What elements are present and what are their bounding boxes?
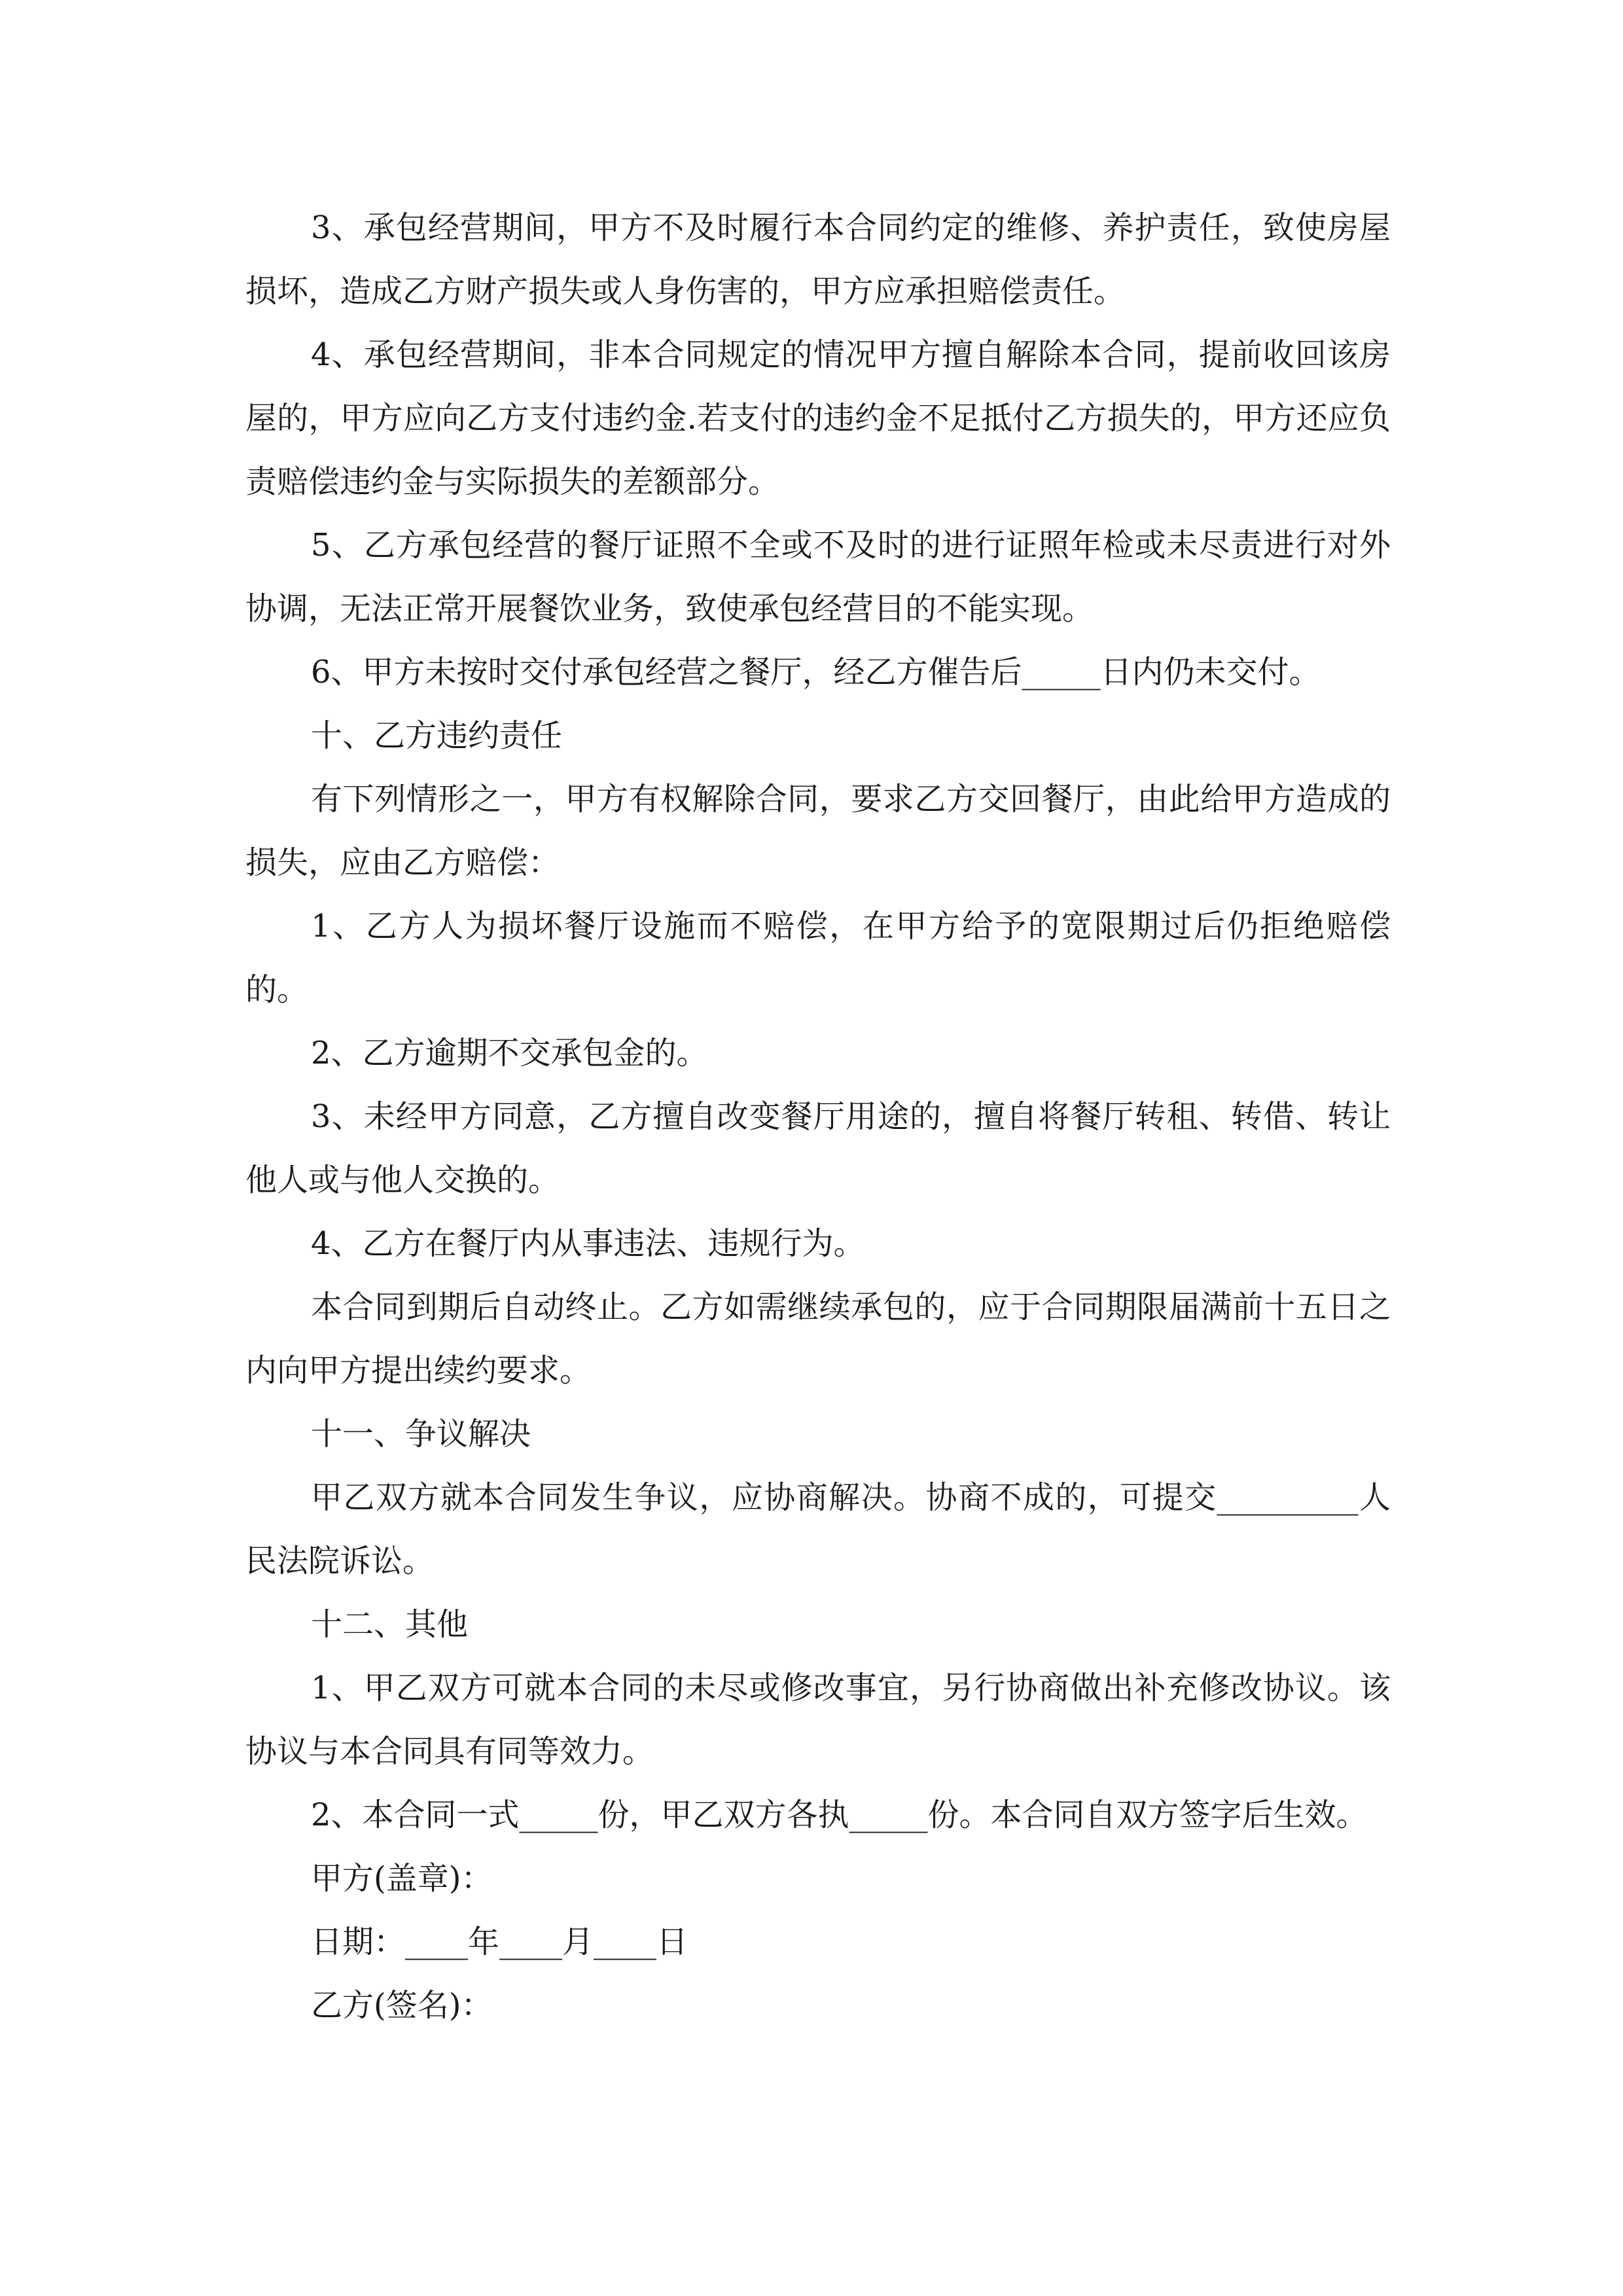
date-line: 日期：____年____月____日	[311, 1924, 688, 1960]
clause-4-paragraph: 4、承包经营期间，非本合同规定的情况甲方擅自解除本合同，提前收回该房屋的，甲方应向乙方支付违约金.若支付的违约金不足抵付乙方损失的，甲方还应负责赔偿违约金与实际损失的差额部分。	[245, 336, 1391, 500]
section-10-intro: 有下列情形之一，甲方有权解除合同，要求乙方交回餐厅，由此给甲方造成的损失，应由乙方赔偿：	[245, 781, 1391, 881]
section-10-item-1: 1、乙方人为损坏餐厅设施而不赔偿，在甲方给予的宽限期过后仍拒绝赔偿的。	[245, 908, 1391, 1008]
clause-6-paragraph: 6、甲方未按时交付承包经营之餐厅，经乙方催告后_____日内仍未交付。	[311, 654, 1321, 691]
clause-3-paragraph: 3、承包经营期间，甲方不及时履行本合同约定的维修、养护责任，致使房屋损坏，造成乙方财产损失或人身伤害的，甲方应承担赔偿责任。	[245, 209, 1391, 310]
section-12-item-1: 1、甲乙双方可就本合同的未尽或修改事宜，另行协商做出补充修改协议。该协议与本合同具有同等效力。	[245, 1670, 1391, 1770]
section-10-item-2: 2、乙方逾期不交承包金的。	[311, 1035, 708, 1071]
section-10-item-4: 4、乙方在餐厅内从事违法、违规行为。	[311, 1225, 865, 1262]
termination-paragraph: 本合同到期后自动终止。乙方如需继续承包的，应于合同期限届满前十五日之内向甲方提出续约要求。	[245, 1289, 1391, 1389]
document-body	[245, 196, 1391, 2037]
party-a-seal-line: 甲方(盖章)：	[311, 1860, 493, 1897]
section-12-heading: 十二、其他	[311, 1606, 469, 1643]
section-10-item-3: 3、未经甲方同意，乙方擅自改变餐厅用途的，擅自将餐厅转租、转借、转让他人或与他人交换的。	[245, 1098, 1391, 1198]
section-10-heading: 十、乙方违约责任	[311, 717, 563, 754]
party-b-signature-line: 乙方(签名)：	[311, 1987, 493, 2024]
dispute-paragraph: 甲乙双方就本合同发生争议，应协商解决。协商不成的，可提交_________人民法院诉讼。	[245, 1479, 1391, 1579]
clause-5-paragraph: 5、乙方承包经营的餐厅证照不全或不及时的进行证照年检或未尽责进行对外协调，无法正常开展餐饮业务，致使承包经营目的不能实现。	[245, 527, 1391, 627]
section-12-item-2: 2、本合同一式_____份，甲乙双方各执_____份。本合同自双方签字后生效。	[311, 1797, 1368, 1833]
section-11-heading: 十一、争议解决	[311, 1416, 531, 1452]
